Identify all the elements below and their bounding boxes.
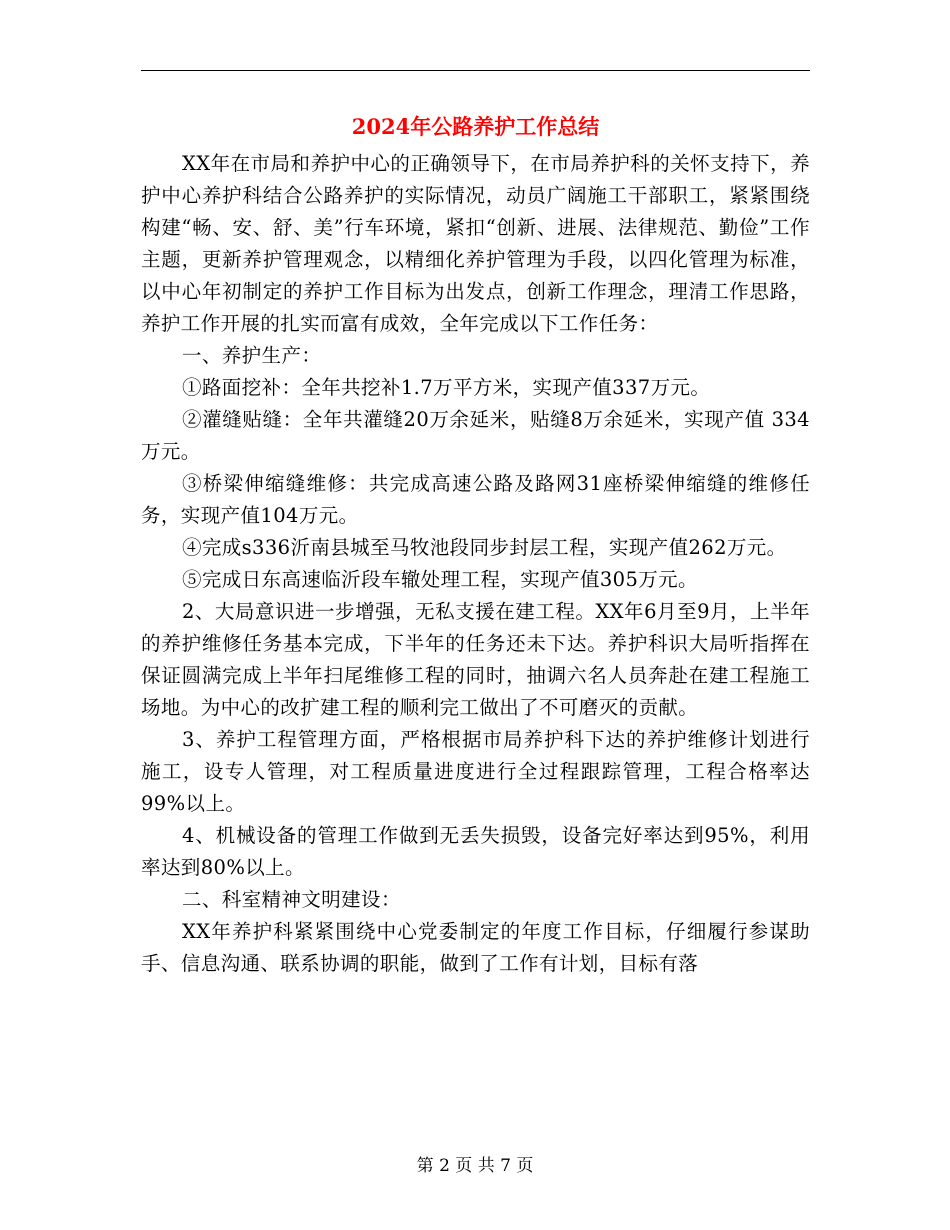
document-title: 2024年公路养护工作总结 <box>351 114 600 139</box>
section-heading-civilization: 二、科室精神文明建设： <box>181 888 401 911</box>
paragraph-support-projects: 2、大局意识进一步增强，无私支援在建工程。XX年6月至9月，上半年的养护维修任务基本完成，下半年的任务还未下达。养护科识大局听指挥在保证圆满完成上半年扫尾维修工程的同时，抽调六名人员奔赴在建工程施工场地。为中心的改扩建工程的顺利完工做出了不可磨灭的贡献。 <box>141 600 810 719</box>
section-heading-maintenance: 一、养护生产： <box>181 344 322 367</box>
paragraph-equipment: 4、机械设备的管理工作做到无丢失损毁，设备完好率达到95%，利用率达到80%以上。 <box>141 824 810 879</box>
paragraph-civilization: XX年养护科紧紧围绕中心党委制定的年度工作目标，仔细履行参谋助手、信息沟通、联系协调的职能，做到了工作有计划，目标有落 <box>141 920 810 975</box>
list-item-seal-layer: ④完成s336沂南县城至马牧池段同步封层工程，实现产值262万元。 <box>181 536 787 559</box>
list-item-expansion-joint: ③桥梁伸缩缝维修：共完成高速公路及路网31座桥梁伸缩缝的维修任务，实现产值104万元。 <box>141 472 810 527</box>
paragraph-project-management: 3、养护工程管理方面，严格根据市局养护科下达的养护维修计划进行施工，设专人管理，对工程质量进度进行全过程跟踪管理，工程合格率达99%以上。 <box>141 728 810 815</box>
intro-paragraph: XX年在市局和养护中心的正确领导下，在市局养护科的关怀支持下，养护中心养护科结合公路养护的实际情况，动员广阔施工干部职工，紧紧围绕构建“畅、安、舒、美”行车环境，紧扣“创新、进展、法律规范、勤俭”工作主题，更新养护管理观念，以精细化养护管理为手段，以四化管理为标准，以中心年初制定的养护工作目标为出发点，创新工作理念，理清工作思路，养护工作开展的扎实而富有成效，全年完成以下工作任务： <box>141 152 810 335</box>
list-item-road-repair: ①路面挖补：全年共挖补1.7万平方米，实现产值337万元。 <box>181 376 711 399</box>
list-item-rutting: ⑤完成日东高速临沂段车辙处理工程，实现产值305万元。 <box>181 568 698 591</box>
page-number-footer: 第 2 页 共 7 页 <box>416 1156 534 1176</box>
header-rule <box>141 70 810 71</box>
list-item-crack-sealing: ②灌缝贴缝：全年共灌缝20万余延米，贴缝8万余延米，实现产值 334万元。 <box>141 408 810 463</box>
document-body <box>141 148 810 980</box>
